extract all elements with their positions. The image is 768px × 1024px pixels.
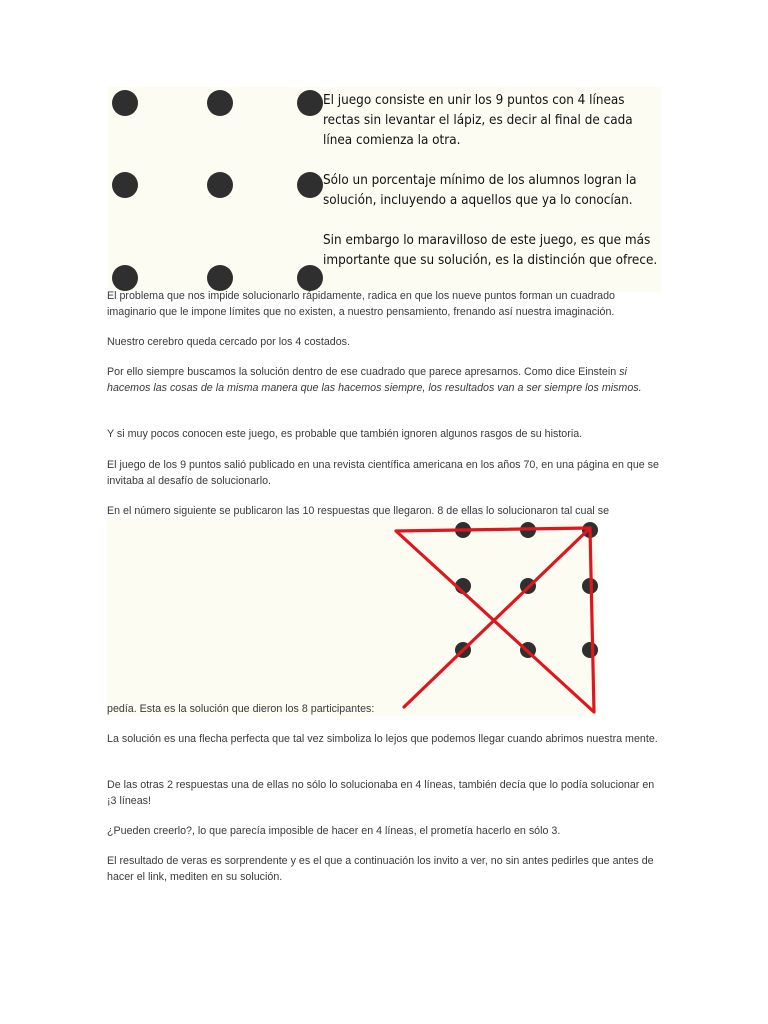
grid-dot <box>582 642 598 658</box>
paragraph-text: pedía. Esta es la solución que dieron los 8 participantes: <box>107 703 375 715</box>
solution-line <box>396 528 594 712</box>
nine-dots-figure <box>108 87 661 292</box>
paragraph <box>107 335 662 351</box>
caption-paragraph: Sin embargo lo maravilloso de este juego, es que más importante que su solución, es la distinción que ofrece. <box>323 233 658 268</box>
solution-drawing <box>107 519 599 716</box>
grid-dot <box>112 265 138 291</box>
paragraph <box>107 824 662 840</box>
grid-dot <box>112 90 138 116</box>
einstein-quote: si hacemos las cosas de la misma manera que las hacemos siempre, los resultados van a ser siempre los mismos. <box>107 366 642 394</box>
grid-dot <box>207 90 233 116</box>
paragraph-text: Por ello siempre buscamos la solución dentro de ese cuadrado que parece apresarnos. Como dice Einstein <box>107 366 620 378</box>
paragraph-text: En el número siguiente se publicaron las 10 respuestas que llegaron. 8 de ellas lo solucionaron tal cual se <box>107 505 610 517</box>
paragraph-text: El problema que nos impide solucionarlo rápidamente, radica en que los nueve puntos forman un cuadrado imaginario que le impone límites que no existen, a nuestro pensamiento, frenando así nuestra imaginación. <box>107 290 615 318</box>
paragraph-text: De las otras 2 respuestas una de ellas no sólo lo solucionaba en 4 líneas, también decía que lo podía solucionar en ¡3 líneas! <box>107 779 655 807</box>
paragraph <box>107 778 662 809</box>
grid-dot <box>297 172 323 198</box>
grid-dot <box>207 172 233 198</box>
paragraph-text: El resultado de veras es sorprendente y es el que a continuación los invito a ver, no sin antes pedirles que antes de hacer el link, mediten en su solución. <box>107 855 654 883</box>
grid-dot <box>207 265 233 291</box>
paragraph <box>107 702 662 718</box>
paragraph-text: La solución es una flecha perfecta que tal vez simboliza lo lejos que podemos llegar cuando abrimos nuestra mente. <box>107 733 658 745</box>
paragraph <box>107 732 662 748</box>
grid-dot <box>297 90 323 116</box>
grid-dot <box>112 172 138 198</box>
paragraph <box>107 458 662 489</box>
paragraph <box>107 427 662 443</box>
paragraph <box>107 504 662 520</box>
paragraph-text: ¿Pueden creerlo?, lo que parecía imposible de hacer en 4 líneas, el prometía hacerlo en sólo 3. <box>107 825 561 837</box>
figure-caption <box>323 91 663 271</box>
paragraph <box>107 854 662 885</box>
grid-dot <box>297 265 323 291</box>
paragraph-text: Y si muy pocos conocen este juego, es probable que también ignoren algunos rasgos de su historia. <box>107 428 583 440</box>
solution-figure <box>107 519 599 716</box>
paragraph <box>107 365 662 396</box>
paragraph <box>107 289 662 320</box>
caption-paragraph: Sólo un porcentaje mínimo de los alumnos logran la solución, incluyendo a aquellos que ya lo conocían. <box>323 173 637 208</box>
paragraph-text: El juego de los 9 puntos salió publicado en una revista científica americana en los años 70, en una página en que se invitaba al desafío de solucionarlo. <box>107 459 659 487</box>
caption-paragraph: El juego consiste en unir los 9 puntos con 4 líneas rectas sin levantar el lápiz, es decir al final de cada línea comienza la otra. <box>323 93 633 148</box>
paragraph-text: Nuestro cerebro queda cercado por los 4 costados. <box>107 336 350 348</box>
